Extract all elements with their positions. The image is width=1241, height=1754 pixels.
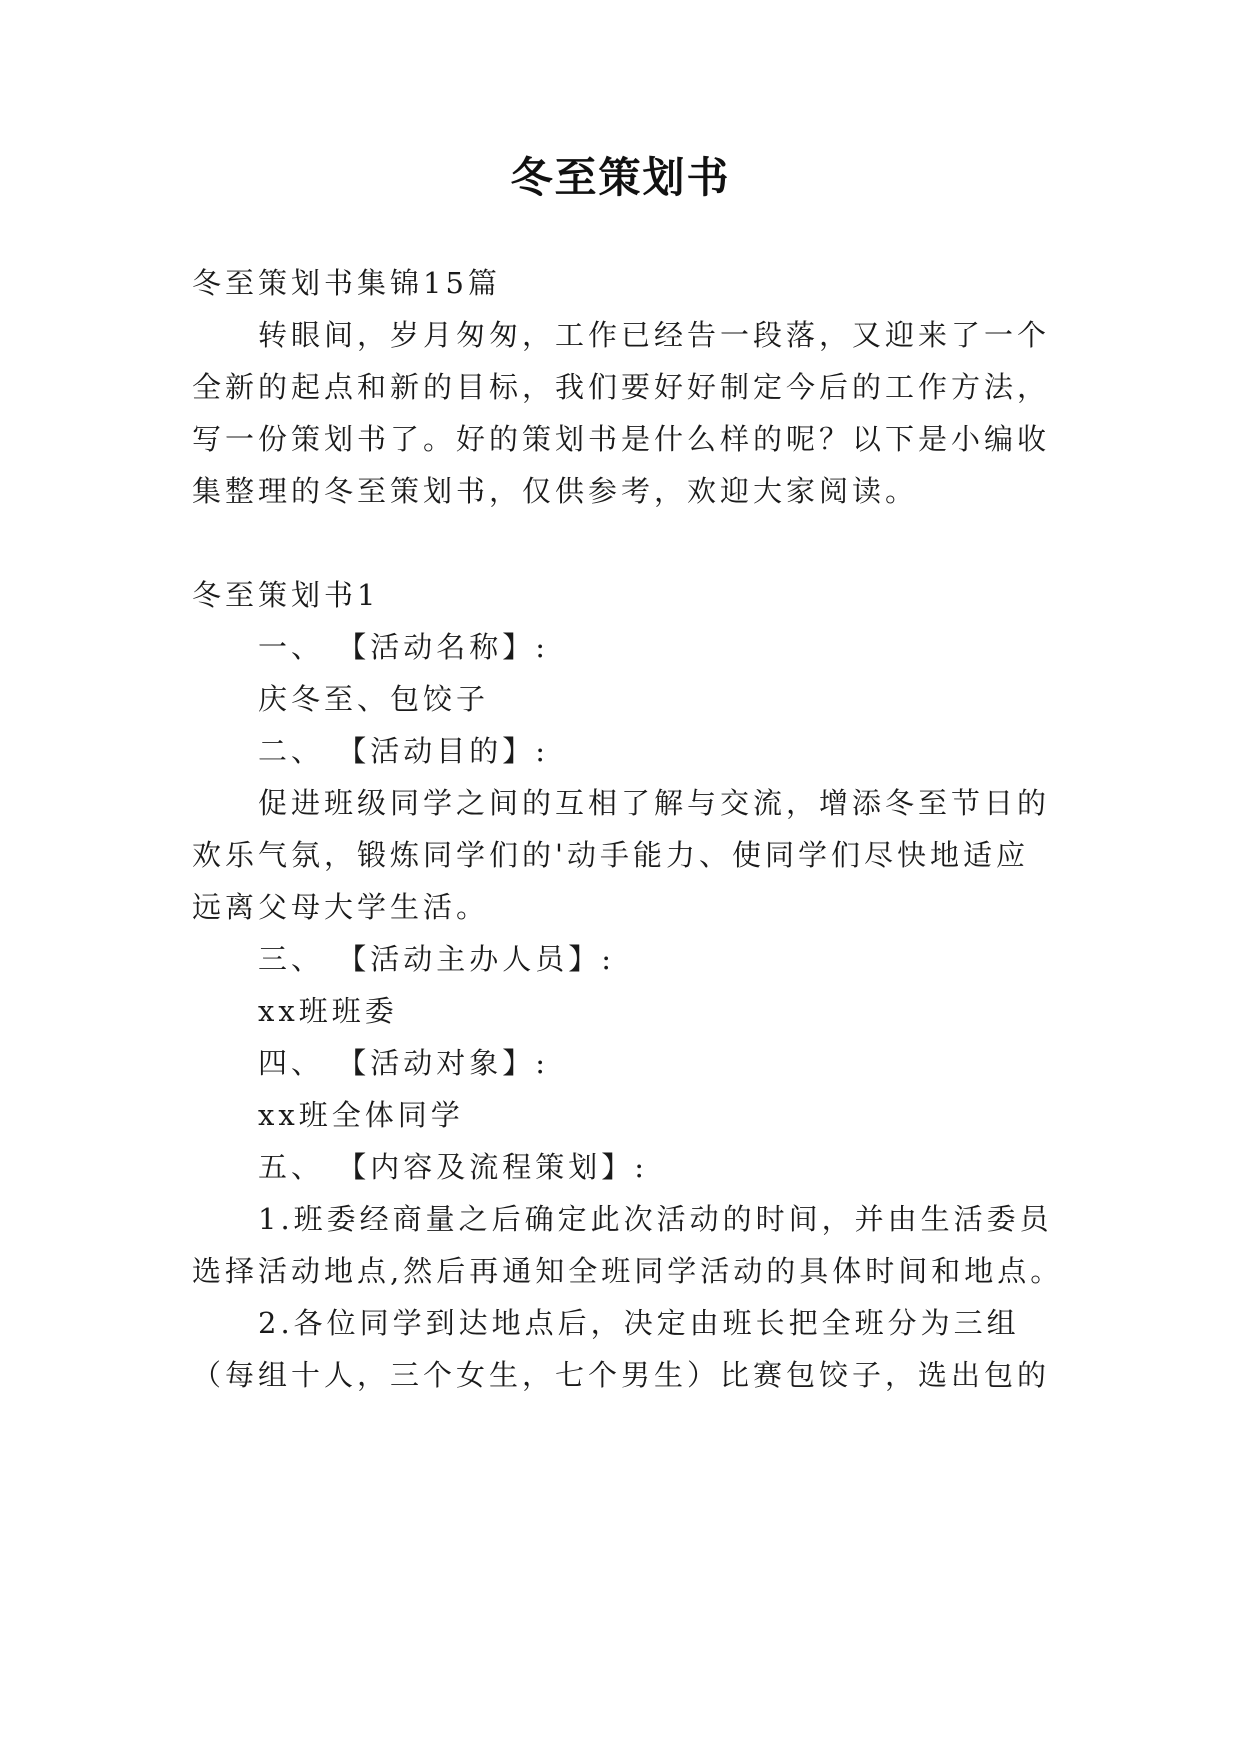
item-text: 庆冬至、包饺子 bbox=[258, 682, 490, 716]
paragraph-line: 1.班委经商量之后确定此次活动的时间，并由生活委员 bbox=[258, 1202, 1053, 1236]
paragraph-line: 写一份策划书了。好的策划书是什么样的呢？以下是小编收 bbox=[192, 422, 1051, 456]
item-text: xx班班委 bbox=[258, 994, 398, 1028]
item-text: xx班全体同学 bbox=[258, 1098, 464, 1132]
paragraph-line: 欢乐气氛，锻炼同学们的'动手能力、使同学们尽快地适应 bbox=[192, 838, 1029, 872]
paragraph-line: 集整理的冬至策划书，仅供参考，欢迎大家阅读。 bbox=[192, 474, 919, 508]
item-heading: 二、 【活动目的】: bbox=[258, 734, 549, 768]
paragraph-line: 2.各位同学到达地点后，决定由班长把全班分为三组 bbox=[258, 1306, 1020, 1340]
paragraph-line: 全新的起点和新的目标，我们要好好制定今后的工作方法， bbox=[192, 370, 1051, 404]
item-heading: 五、 【内容及流程策划】: bbox=[258, 1150, 648, 1184]
paragraph-line: 远离父母大学生活。 bbox=[192, 890, 490, 924]
paragraph-line: （每组十人，三个女生，七个男生）比赛包饺子，选出包的 bbox=[192, 1358, 1051, 1392]
item-heading: 四、 【活动对象】: bbox=[258, 1046, 549, 1080]
item-heading: 一、 【活动名称】: bbox=[258, 630, 549, 664]
paragraph-line: 促进班级同学之间的互相了解与交流，增添冬至节日的 bbox=[258, 786, 1051, 820]
subtitle-line: 冬至策划书集锦15篇 bbox=[192, 266, 501, 300]
section-heading: 冬至策划书1 bbox=[192, 578, 380, 612]
item-heading: 三、 【活动主办人员】: bbox=[258, 942, 615, 976]
paragraph-line: 选择活动地点,然后再通知全班同学活动的具体时间和地点。 bbox=[192, 1254, 1064, 1288]
document-title: 冬至策划书 bbox=[510, 153, 731, 202]
paragraph-line: 转眼间，岁月匆匆，工作已经告一段落，又迎来了一个 bbox=[258, 318, 1051, 352]
